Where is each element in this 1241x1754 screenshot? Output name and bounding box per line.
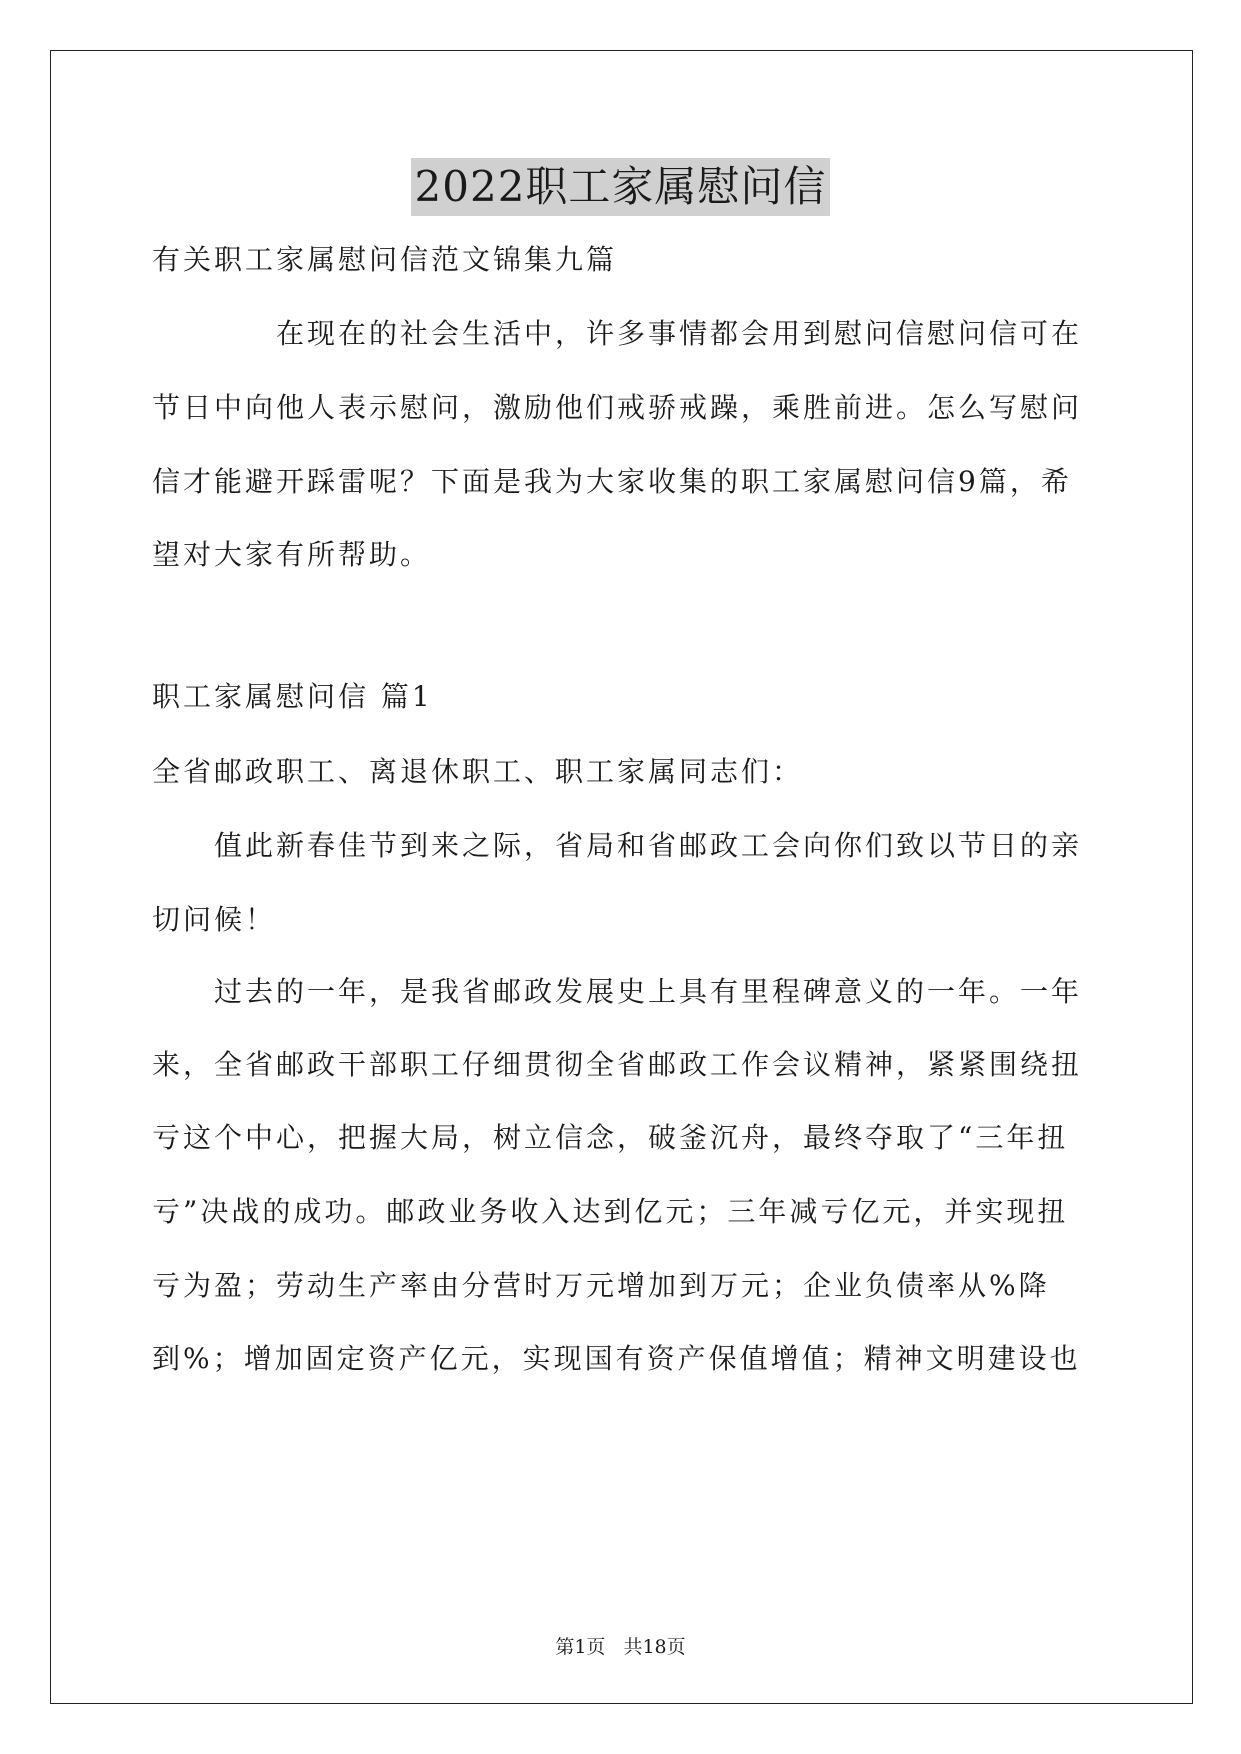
body-line: 在现在的社会生活中，许多事情都会用到慰问信慰问信可在 (152, 317, 1083, 350)
page-number: 第1页 (555, 1636, 606, 1658)
section-heading: 职工家属慰问信 篇1 (152, 680, 433, 713)
body-line: 切问候！ (152, 903, 277, 936)
body-line: 节日中向他人表示慰问，激励他们戒骄戒躁，乘胜前进。怎么写慰问 (152, 391, 1083, 424)
page-total: 共18页 (623, 1636, 686, 1658)
body-line: 亏”决战的成功。邮政业务收入达到亿元；三年减亏亿元，并实现扭 (152, 1195, 1069, 1228)
page-border (50, 50, 1193, 1704)
body-line: 来，全省邮政干部职工仔细贯彻全省邮政工作会议精神，紧紧围绕扭 (152, 1048, 1083, 1081)
subtitle-line: 有关职工家属慰问信范文锦集九篇 (152, 243, 618, 276)
body-line: 亏为盈；劳动生产率由分营时万元增加到万元；企业负债率从%降 (152, 1269, 1050, 1302)
body-line: 望对大家有所帮助。 (152, 538, 432, 571)
body-line: 过去的一年，是我省邮政发展史上具有里程碑意义的一年。一年 (152, 975, 1083, 1008)
body-line: 值此新春佳节到来之际，省局和省邮政工会向你们致以节日的亲 (152, 829, 1083, 862)
body-line: 亏这个中心，把握大局，树立信念，破釜沉舟，最终夺取了“三年扭 (152, 1121, 1069, 1154)
document-title: 2022职工家属慰问信 (411, 158, 831, 216)
body-line: 到%；增加固定资产亿元，实现国有资产保值增值；精神文明建设也 (152, 1342, 1081, 1375)
salutation-line: 全省邮政职工、离退休职工、职工家属同志们： (152, 755, 804, 788)
body-line: 信才能避开踩雷呢？下面是我为大家收集的职工家属慰问信9篇，希 (152, 465, 1072, 498)
title-container (0, 158, 1241, 216)
page-footer (0, 1632, 1241, 1659)
